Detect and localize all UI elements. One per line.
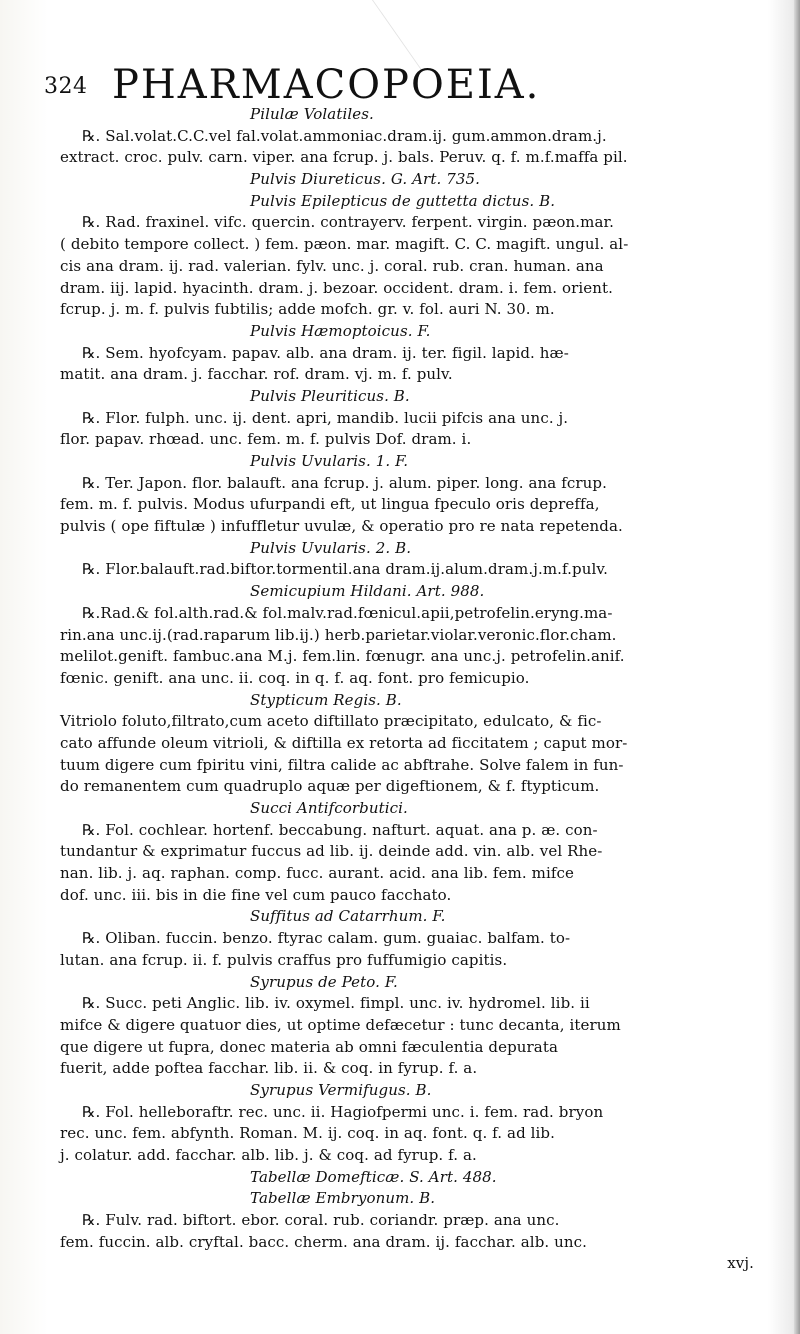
recipe-heading: Pulvis Uvularis. 2. B. (250, 538, 412, 557)
text-line: ℞. Fol. helleboraftr. rec. unc. ii. Hagiofpermi unc. i. fem. rad. bryon (82, 1102, 604, 1121)
text-line: mifce & digere quatuor dies, ut optime defæcetur : tunc decanta, iterum (60, 1015, 621, 1034)
text-line: rec. unc. fem. abfynth. Roman. M. ij. coq. in aq. font. q. f. ad lib. (60, 1124, 556, 1143)
text-line: j. colatur. add. facchar. alb. lib. j. & coq. ad fyrup. f. a. (60, 1146, 477, 1164)
text-line: pulvis ( ope fiftulæ ) infuffletur uvulæ, & operatio pro re nata repetenda. (60, 517, 623, 536)
text-line: dof. unc. iii. bis in die fine vel cum pauco facchato. (60, 885, 452, 904)
text-line: tuum digere cum fpiritu vini, filtra calide ac abftrahe. Solve falem in fun- (60, 755, 624, 774)
text-line: dram. iij. lapid. hyacinth. dram. j. bezoar. occident. dram. i. fem. orient. (60, 278, 614, 297)
text-line: cis ana dram. ij. rad. valerian. fylv. unc. j. coral. rub. cran. human. ana (60, 256, 604, 275)
running-title: PHARMACOPOEIA. (112, 62, 541, 108)
recipe-heading: Pulvis Epilepticus de guttetta dictus. B. (250, 191, 556, 210)
page-body-text (60, 104, 800, 1275)
recipe-heading: Pilulæ Volatiles. (250, 105, 374, 123)
text-line: nan. lib. j. aq. raphan. comp. fucc. aurant. acid. ana lib. fem. mifce (60, 864, 574, 883)
recipe-heading: Succi Antifcorbutici. (250, 799, 408, 817)
recipe-heading: Syrupus de Peto. F. (250, 972, 398, 991)
text-line: ℞.Rad.& fol.alth.rad.& fol.malv.rad.fœnicul.apii,petrofelin.eryng.ma- (82, 603, 613, 622)
text-line: ℞. Succ. peti Anglic. lib. iv. oxymel. fimpl. unc. iv. hydromel. lib. ii (82, 994, 590, 1013)
text-line: xvj. (727, 1254, 754, 1273)
text-line: ℞. Sem. hyofcyam. papav. alb. ana dram. ij. ter. figil. lapid. hæ- (82, 343, 569, 362)
text-line: fem. m. f. pulvis. Modus ufurpandi eft, ut lingua fpeculo oris depreffa, (60, 495, 600, 514)
text-line: fœnic. genift. ana unc. ii. coq. in q. f. aq. font. pro femicupio. (60, 668, 530, 687)
text-line: cato affunde oleum vitrioli, & diftilla ex retorta ad ficcitatem ; caput mor- (60, 733, 628, 752)
recipe-heading: Pulvis Hæmoptoicus. F. (250, 321, 431, 340)
text-line: ℞. Flor.balauft.rad.biftor.tormentil.ana dram.ij.alum.dram.j.m.f.pulv. (82, 560, 609, 579)
recipe-heading: Syrupus Vermifugus. B. (250, 1080, 432, 1099)
text-line: tundantur & exprimatur fuccus ad lib. ij. deinde add. vin. alb. vel Rhe- (60, 842, 603, 861)
page-number: 324 (44, 74, 88, 99)
text-line: ℞. Flor. fulph. unc. ij. dent. apri, mandib. lucii pifcis ana unc. j. (82, 408, 569, 427)
recipe-heading: Pulvis Uvularis. 1. F. (250, 452, 409, 470)
text-line: matit. ana dram. j. facchar. rof. dram. vj. m. f. pulv. (60, 365, 453, 384)
text-line: ( debito tempore collect. ) fem. pæon. mar. magift. C. C. magift. ungul. al- (60, 235, 629, 254)
recipe-heading: Pulvis Pleuriticus. B. (250, 386, 410, 405)
recipe-heading: Suffitus ad Catarrhum. F. (250, 907, 446, 926)
text-line: fuerit, adde poftea facchar. lib. ii. & coq. in fyrup. f. a. (60, 1059, 478, 1078)
text-line: ℞. Oliban. fuccin. benzo. ftyrac calam. gum. guaiac. balfam. to- (82, 929, 571, 948)
text-line: ℞. Sal.volat.C.C.vel fal.volat.ammoniac.dram.ij. gum.ammon.dram.j. (82, 126, 607, 145)
text-line: fem. fuccin. alb. cryftal. bacc. cherm. ana dram. ij. facchar. alb. unc. (60, 1232, 588, 1251)
text-line: que digere ut fupra, donec materia ab omni fæculentia depurata (60, 1037, 559, 1056)
text-line: flor. papav. rhœad. unc. fem. m. f. pulvis Dof. dram. i. (60, 430, 472, 449)
text-line: do remanentem cum quadruplo aquæ per digeftionem, & f. ftypticum. (60, 777, 600, 796)
text-line: ℞. Fulv. rad. biftort. ebor. coral. rub. coriandr. præp. ana unc. (82, 1211, 560, 1230)
text-line: fcrup. j. m. f. pulvis fubtilis; adde mofch. gr. v. fol. auri N. 30. m. (60, 300, 555, 319)
text-line: ℞. Rad. fraxinel. vifc. quercin. contrayerv. ferpent. virgin. pæon.mar. (82, 213, 615, 232)
recipe-heading: Semicupium Hildani. Art. 988. (250, 582, 485, 601)
text-line: lutan. ana fcrup. ii. f. pulvis craffus pro fuffumigio capitis. (60, 950, 508, 969)
recipe-heading: Tabellæ Domefticæ. S. Art. 488. (250, 1167, 497, 1186)
text-line: ℞. Fol. cochlear. hortenf. beccabung. nafturt. aquat. ana p. æ. con- (82, 820, 598, 839)
text-line: rin.ana unc.ij.(rad.raparum lib.ij.) herb.parietar.violar.veronic.flor.cham. (60, 625, 617, 644)
recipe-heading: Pulvis Diureticus. G. Art. 735. (250, 170, 480, 189)
text-line: ℞. Ter. Japon. flor. balauft. ana fcrup. j. alum. piper. long. ana fcrup. (82, 473, 607, 492)
text-line: extract. croc. pulv. carn. viper. ana fcrup. j. bals. Peruv. q. f. m.f.maffa pil. (60, 148, 628, 167)
page-header (44, 58, 744, 106)
recipe-heading: Tabellæ Embryonum. B. (250, 1189, 436, 1208)
text-line: melilot.genift. fambuc.ana M.j. fem.lin. fœnugr. ana unc.j. petrofelin.anif. (60, 647, 625, 666)
text-line: Vitriolo foluto,filtrato,cum aceto diftillato præcipitato, edulcato, & fic- (60, 712, 602, 731)
recipe-heading: Stypticum Regis. B. (250, 690, 402, 709)
